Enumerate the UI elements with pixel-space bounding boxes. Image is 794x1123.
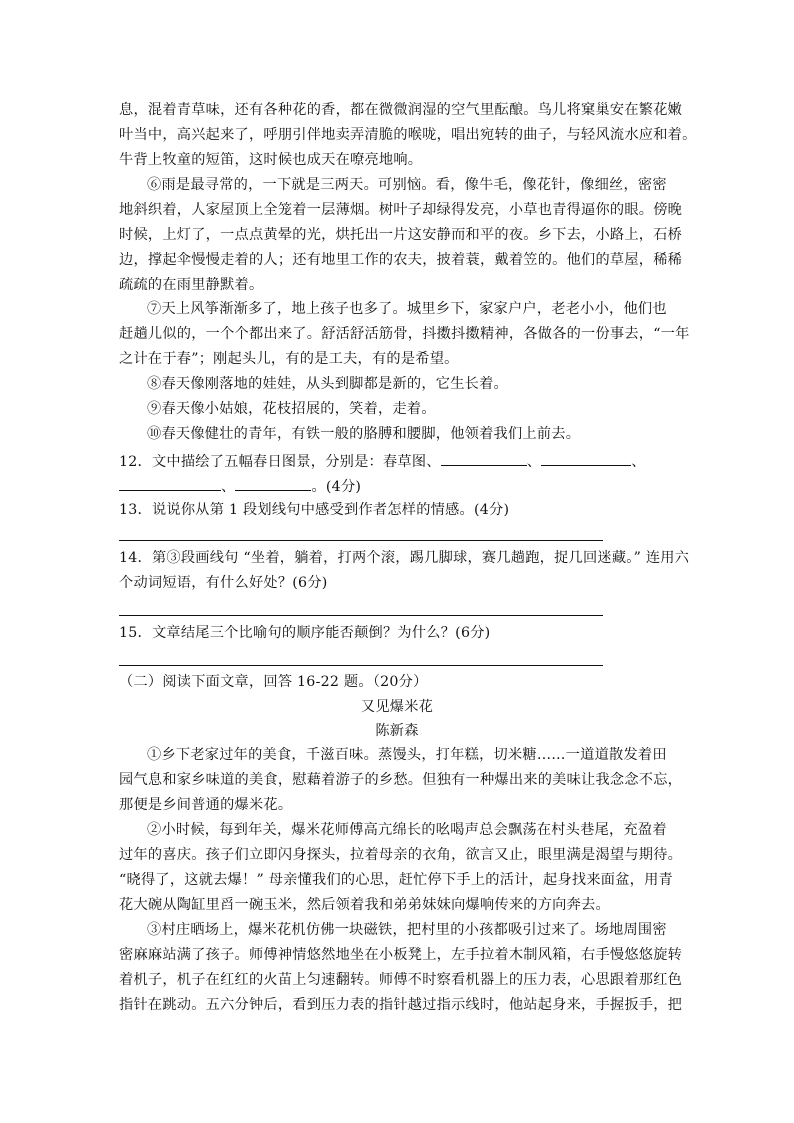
question-12-text: 12．文中描绘了五幅春日图景，分别是：春草图、 [119,454,441,470]
paragraph-6-line: 地斜织着，人家屋顶上全笼着一层薄烟。树叶子却绿得发亮，小草也青得逼你的眼。傍晚 [119,202,683,218]
question-14-line: 14．第③段画线句 “坐着，躺着，打两个滚，踢几脚球，赛几趟跑，捉几回迷藏。” 连用六 [119,550,690,566]
paragraph-6-line: 疏疏的在雨里静默着。 [119,277,264,293]
answer-blank-3[interactable] [119,476,221,491]
separator: 、 [221,479,236,495]
paragraph-9: ⑨春天像小姑娘，花枝招展的，笑着，走着。 [147,401,436,417]
article-paragraph-2-line: 花大碗从陶缸里舀一碗玉米，然后领着我和弟弟妹妹向爆响传来的方向奔去。 [119,897,610,913]
article-paragraph-3-line: ③村庄晒场上，爆米花机仿佛一块磁铁，把村里的小孩都吸引过来了。场地周围密 [147,922,667,938]
question-12-line1 [119,451,679,471]
question-15: 15．文章结尾三个比喻句的顺序能否颠倒？为什么？(6分) [119,625,491,641]
separator: 、 [526,454,542,470]
article-paragraph-1-line: 园气息和家乡味道的美食，慰藉着游子的乡愁。但独有一种爆出来的美味让我念念不忘， [119,772,683,788]
article-paragraph-2-line: 过年的喜庆。孩子们立即闪身探头，拉着母亲的衣角，欲言又止，眼里满是渴望与期待。 [119,847,683,863]
answer-blank-2[interactable] [541,451,631,466]
paragraph-7-line: ⑦天上风筝渐渐多了，地上孩子也多了。城里乡下，家家户户，老老小小，他们也 [147,301,667,317]
paragraph-6-line: 边，撑起伞慢慢走着的人；还有地里工作的农夫，披着蓑，戴着笠的。他们的草屋，稀稀 [119,252,683,268]
passage-line: 牛背上牧童的短笛，这时候也成天在嘹亮地响。 [119,152,423,168]
article-title: 又见爆米花 [360,699,434,715]
question-13: 13．说说你从第 1 段划线句中感受到作者怎样的情感。(4分) [119,502,510,518]
article-paragraph-3-line: 着机子，机子在红红的火苗上匀速翻转。师傅不时察看机器上的压力表，心思跟着那红色 [119,972,683,988]
passage-line: 叶当中，高兴起来了，呼朋引伴地卖弄清脆的喉咙，唱出宛转的曲子，与轻风流水应和着。 [119,127,697,143]
article-paragraph-3-line: 密麻麻站满了孩子。师傅神情悠然地坐在小板凳上，左手拉着木制风箱，右手慢悠悠旋转 [119,947,683,963]
answer-line-13[interactable] [119,540,603,541]
answer-line-15[interactable] [119,665,603,666]
answer-blank-4[interactable] [235,476,311,491]
article-paragraph-2-line: ②小时候，每到年关，爆米花师傅高亢绵长的吆喝声总会飘荡在村头巷尾，充盈着 [147,822,667,838]
paragraph-6-line: 时候，上灯了，一点点黄晕的光，烘托出一片这安静而和平的夜。乡下去，小路上，石桥 [119,227,683,243]
article-paragraph-3-line: 指针在跳动。五六分钟后，看到压力表的指针越过指示线时，他站起身来，手握扳手，把 [119,997,683,1013]
article-paragraph-2-line: “晓得了，这就去爆！” 母亲懂我们的心思，赶忙停下手上的活计，起身找来面盆，用青 [119,872,673,888]
article-paragraph-1-line: ①乡下老家过年的美食，千滋百味。蒸馒头，打年糕，切米糖……一道道散发着田 [147,747,667,763]
paragraph-6-line: ⑥雨是最寻常的，一下就是三两天。可别恼。看，像牛毛，像花针，像细丝，密密 [147,177,667,193]
article-author: 陈新森 [375,723,419,739]
article-paragraph-1-line: 那便是乡间普通的爆米花。 [119,797,293,813]
question-14-line: 个动词短语，有什么好处？(6分) [119,575,328,591]
section-2-header: （二）阅读下面文章，回答 16-22 题。（20分） [119,674,428,690]
answer-blank-1[interactable] [441,451,527,466]
question-12-line2 [119,476,679,496]
paragraph-7-line: 之计在于春”；刚起头儿，有的是工夫，有的是希望。 [119,351,459,367]
paragraph-7-line: 赶趟儿似的，一个个都出来了。舒活舒活筋骨，抖擞抖擞精神，各做各的一份事去，“一年 [119,326,690,342]
passage-line: 息，混着青草味，还有各种花的香，都在微微润湿的空气里酝酿。鸟儿将窠巢安在繁花嫩 [119,102,683,118]
question-12-end: 。(4分) [311,479,362,495]
paragraph-10: ⑩春天像健壮的青年，有铁一般的胳膊和腰脚，他领着我们上前去。 [147,426,581,442]
separator: 、 [631,454,646,470]
answer-line-14[interactable] [119,615,603,616]
paragraph-8: ⑧春天像刚落地的娃娃，从头到脚都是新的，它生长着。 [147,376,508,392]
